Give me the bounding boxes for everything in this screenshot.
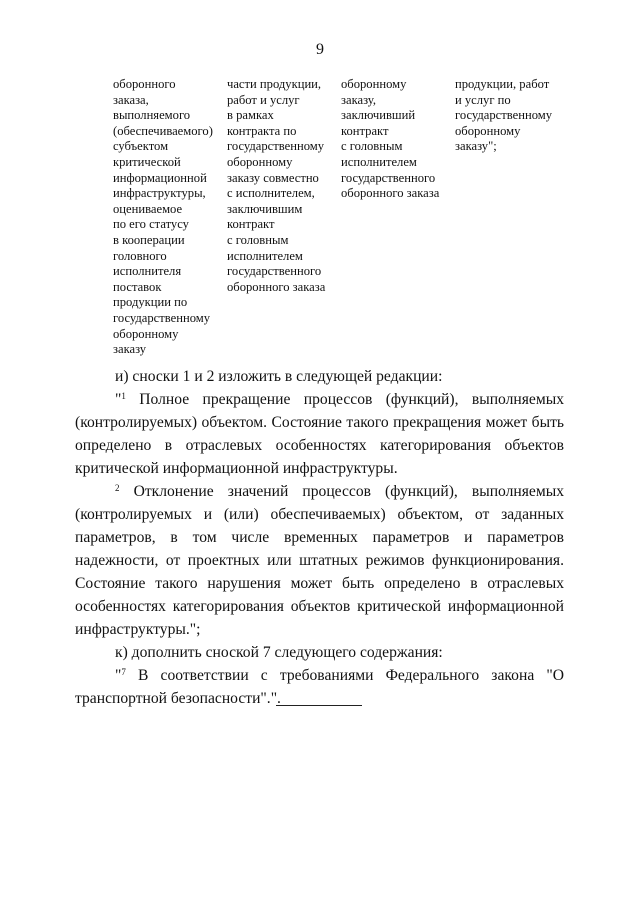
item-i-heading: и) сноски 1 и 2 изложить в следующей редакции: (115, 368, 443, 385)
footnote-mark-1: 1 (121, 391, 126, 401)
footnote-7-paragraph (75, 664, 564, 710)
table-cell-column-3: оборонному заказу, заключивший контракт с головным исполнителем государственного оборонного заказа (341, 77, 440, 201)
footnote-7-text: В соответствии с требованиями Федерального закона "О транспортной безопасности".". (75, 667, 564, 707)
footnote-1-text: Полное прекращение процессов (функций), выполняемых (контролируемых) объектом. Состояние такого прекращения может быть определено в отраслевых особенностях категорирования объектов критической информационной инфраструктуры. (75, 391, 564, 477)
item-k-heading: к) дополнить сноской 7 следующего содержания: (115, 644, 443, 661)
footnote-mark-2: 2 (115, 483, 120, 493)
table-fragment (0, 77, 640, 359)
open-quote: " (115, 391, 122, 408)
table-cell-column-4: продукции, работ и услуг по государственному оборонному заказу"; (455, 77, 553, 154)
footnote-2-paragraph (75, 480, 564, 641)
page-number: 9 (316, 41, 324, 58)
amendments-text (75, 365, 564, 710)
end-divider (276, 705, 362, 706)
footnote-1-paragraph (75, 388, 564, 480)
open-quote: " (115, 667, 122, 684)
table-cell-column-2: части продукции, работ и услуг в рамках контракта по государственному оборонному заказу совместно с исполнителем, заключившим контракт с головным исполнителем государственного оборонного заказа (227, 77, 326, 294)
footnote-mark-7: 7 (121, 667, 126, 677)
footnote-2-text: Отклонение значений процессов (функций), выполняемых (контролируемых и (или) обеспечиваемых) объектом, от заданных параметров, в том числе временных параметров и параметров надежности, от проектных или штатных режимов функционирования. Состояние такого нарушения может быть определено в отраслевых особенностях категорирования объектов критической информационной инфраструктуры."; (75, 483, 564, 638)
table-cell-column-1: оборонного заказа, выполняемого (обеспечиваемого) субъектом критической информационной инфраструктуры, оцениваемое по его статусу в кооперации головного исполнителя поставок продукции по государственному оборонному заказу (113, 77, 213, 357)
